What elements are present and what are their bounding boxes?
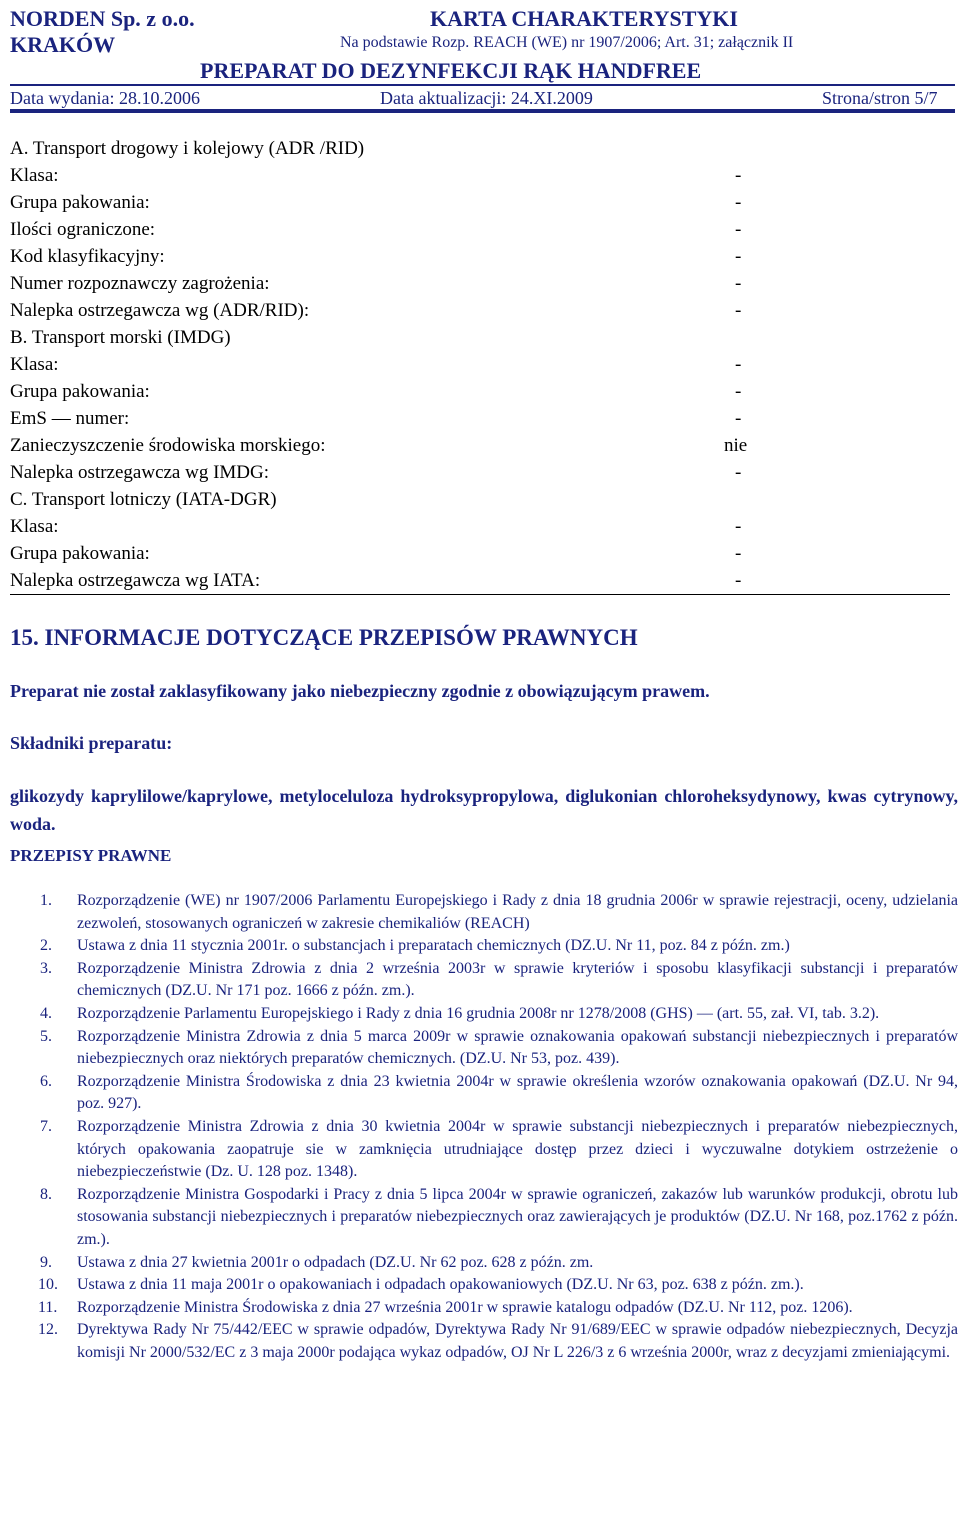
row-value: - [735, 570, 742, 591]
transport-row [10, 405, 950, 432]
list-item [10, 1319, 958, 1364]
list-item-text: Rozporządzenie Ministra Gospodarki i Pracy z dnia 5 lipca 2004r w sprawie ograniczeń, zakazów lub warunków produkcji, obrotu lub stosowania substancji niebezpiecznych i preparatów niebezpiecznych oraz zawierających je produktów (DZ.U. Nr 168, poz.1762 z późn. zm.). [77, 1185, 958, 1248]
list-item [10, 1297, 958, 1320]
list-item-number: 5. [40, 1027, 52, 1045]
row-value: - [735, 273, 742, 294]
list-item-text: Ustawa z dnia 11 stycznia 2001r. o substancjach i preparatach chemicznych (DZ.U. Nr 11, poz. 84 z późn. zm.) [77, 937, 790, 955]
list-item-text: Rozporządzenie Ministra Środowiska z dnia 23 kwietnia 2004r w sprawie określenia wzorów oznakowania opakowań (DZ.U. Nr 94, poz. 927). [77, 1072, 958, 1113]
list-item-number: 9. [40, 1253, 52, 1271]
list-item [10, 1071, 958, 1116]
list-item-text: Dyrektywa Rady Nr 75/442/EEC w sprawie odpadów, Dyrektywa Rady Nr 91/689/EEC w sprawie odpadów niebezpiecznych, Decyzja komisji Nr 2000/532/EC z 3 maja 2000r podająca wykaz odpadów, OJ Nr L 226/3 z 6 września 2000r, wraz z decyzjami zmieniającymi. [77, 1321, 958, 1361]
row-value: - [735, 381, 742, 402]
row-label: Grupa pakowania: [10, 192, 150, 213]
row-value: - [735, 192, 742, 213]
transport-road-heading: A. Transport drogowy i kolejowy (ADR /RID) [10, 138, 365, 159]
transport-road-section [10, 135, 950, 595]
list-item-text: Rozporządzenie (WE) nr 1907/2006 Parlamentu Europejskiego i Rady z dnia 18 grudnia 2006r w sprawie rejestracji, oceny, udzielania zezwoleń, stosowanych ograniczeń w zakresie chemikaliów (REACH) [77, 892, 958, 932]
classification-statement: Preparat nie został zaklasyfikowany jako niebezpieczny zgodnie z obowiązującym prawem. [10, 681, 710, 701]
row-label: Nalepka ostrzegawcza wg IMDG: [10, 462, 270, 483]
list-item [10, 1116, 958, 1184]
row-value: - [735, 246, 742, 267]
page-number: Strona/stron 5/7 [822, 88, 938, 108]
transport-sea-heading: B. Transport morski (IMDG) [10, 327, 231, 348]
list-item-text: Ustawa z dnia 27 kwietnia 2001r o odpadach (DZ.U. Nr 62 poz. 628 z późn. zm. [77, 1253, 594, 1271]
section-15-heading: 15. INFORMACJE DOTYCZĄCE PRZEPISÓW PRAWNYCH [10, 625, 638, 650]
row-label: Zanieczyszczenie środowiska morskiego: [10, 435, 326, 456]
transport-row [10, 513, 950, 540]
ingredients-text: glikozydy kaprylilowe/kaprylowe, metyloceluloza hydroksypropylowa, diglukonian chloroheksydynowy, kwas cytrynowy, woda. [10, 786, 958, 834]
row-value: - [735, 543, 742, 564]
row-label: Numer rozpoznawczy zagrożenia: [10, 273, 270, 294]
list-item [10, 890, 958, 935]
row-value: - [735, 300, 742, 321]
list-item-text: Rozporządzenie Ministra Środowiska z dnia 27 września 2001r w sprawie katalogu odpadów (DZ.U. Nr 112, poz. 1206). [77, 1298, 853, 1316]
transport-row [10, 162, 950, 189]
list-item-text: Rozporządzenie Parlamentu Europejskiego i Rady z dnia 16 grudnia 2008r nr 1278/2008 (GHS) — (art. 55, zał. VI, tab. 3.2). [77, 1004, 880, 1022]
list-item-number: 8. [40, 1185, 52, 1203]
ingredients-label: Składniki preparatu: [10, 733, 173, 753]
transport-row [10, 567, 950, 595]
transport-row [10, 432, 950, 459]
list-item-number: 4. [40, 1004, 52, 1022]
list-item-number: 6. [40, 1072, 52, 1090]
row-value: - [735, 516, 742, 537]
product-name: PREPARAT DO DEZYNFEKCJI RĄK HANDFREE [200, 58, 702, 83]
transport-row [10, 270, 950, 297]
row-label: Nalepka ostrzegawcza wg IATA: [10, 570, 261, 591]
laws-list [10, 890, 958, 1364]
row-value: - [735, 462, 742, 483]
document-subtitle: Na podstawie Rozp. REACH (WE) nr 1907/2006; Art. 31; załącznik II [340, 34, 794, 51]
list-item-text: Ustawa z dnia 11 maja 2001r o opakowaniach i odpadach opakowaniowych (DZ.U. Nr 63, poz. 638 z późn. zm.). [77, 1276, 804, 1294]
laws-heading: PRZEPISY PRAWNE [10, 846, 172, 865]
row-label: Kod klasyfikacyjny: [10, 246, 165, 267]
company-city: KRAKÓW [10, 32, 116, 57]
row-value: - [735, 219, 742, 240]
company-name: NORDEN Sp. z o.o. [10, 6, 195, 31]
list-item [10, 935, 958, 958]
transport-row [10, 243, 950, 270]
list-item-number: 7. [40, 1117, 52, 1135]
transport-row [10, 216, 950, 243]
list-item [10, 1003, 958, 1026]
list-item-text: Rozporządzenie Ministra Zdrowia z dnia 2 września 2003r w sprawie kryteriów i sposobu klasyfikacji substancji i preparatów chemicznych (DZ.U. Nr 171 poz. 1666 z późn. zm.). [77, 959, 958, 1000]
transport-row [10, 378, 950, 405]
transport-row [10, 351, 950, 378]
list-item-number: 3. [40, 959, 52, 977]
list-item [10, 958, 958, 1003]
section-heading [10, 135, 950, 162]
row-label: Grupa pakowania: [10, 543, 150, 564]
update-date: Data aktualizacji: 24.XI.2009 [380, 88, 593, 108]
row-label: Klasa: [10, 165, 59, 186]
list-item-number: 10. [38, 1276, 58, 1294]
row-label: Klasa: [10, 516, 59, 537]
document-title: KARTA CHARAKTERYSTYKI [430, 6, 738, 31]
list-item-text: Rozporządzenie Ministra Zdrowia z dnia 30 kwietnia 2004r w sprawie substancji niebezpiecznych i preparatów niebezpiecznych, których opakowania zaopatruje sie w zamknięcia utrudniające dostęp przez dzieci i wyczuwalne dotykiem ostrzeżenie o niebezpieczeństwie (Dz. U. 128 poz. 1348). [77, 1117, 958, 1181]
section-heading [10, 324, 950, 351]
list-item-number: 1. [40, 892, 52, 909]
row-label: Nalepka ostrzegawcza wg (ADR/RID): [10, 300, 310, 321]
section-heading [10, 486, 950, 513]
row-label: EmS — numer: [10, 408, 130, 429]
row-value: - [735, 354, 742, 375]
row-label: Ilości ograniczone: [10, 219, 156, 240]
transport-row [10, 459, 950, 486]
issue-date: Data wydania: 28.10.2006 [10, 88, 200, 108]
row-label: Klasa: [10, 354, 59, 375]
row-value: - [735, 165, 742, 186]
list-item [10, 1252, 958, 1275]
list-item-number: 12. [38, 1321, 58, 1339]
list-item [10, 1184, 958, 1252]
transport-row [10, 297, 950, 324]
row-label: Grupa pakowania: [10, 381, 150, 402]
list-item-number: 2. [40, 937, 52, 955]
transport-air-heading: C. Transport lotniczy (IATA-DGR) [10, 489, 277, 510]
list-item [10, 1274, 958, 1297]
list-item-text: Rozporządzenie Ministra Zdrowia z dnia 5 marca 2009r w sprawie oznakowania opakowań substancji niebezpiecznych i preparatów niebezpiecznych oraz niektórych preparatów chemicznych. (DZ.U. Nr 53, poz. 439). [77, 1027, 958, 1068]
list-item [10, 1026, 958, 1071]
header-divider [10, 109, 955, 113]
row-value: - [735, 408, 742, 429]
list-item-number: 11. [38, 1298, 58, 1316]
transport-row [10, 189, 950, 216]
header-divider [10, 84, 955, 86]
transport-row [10, 540, 950, 567]
row-value: nie [724, 435, 748, 456]
